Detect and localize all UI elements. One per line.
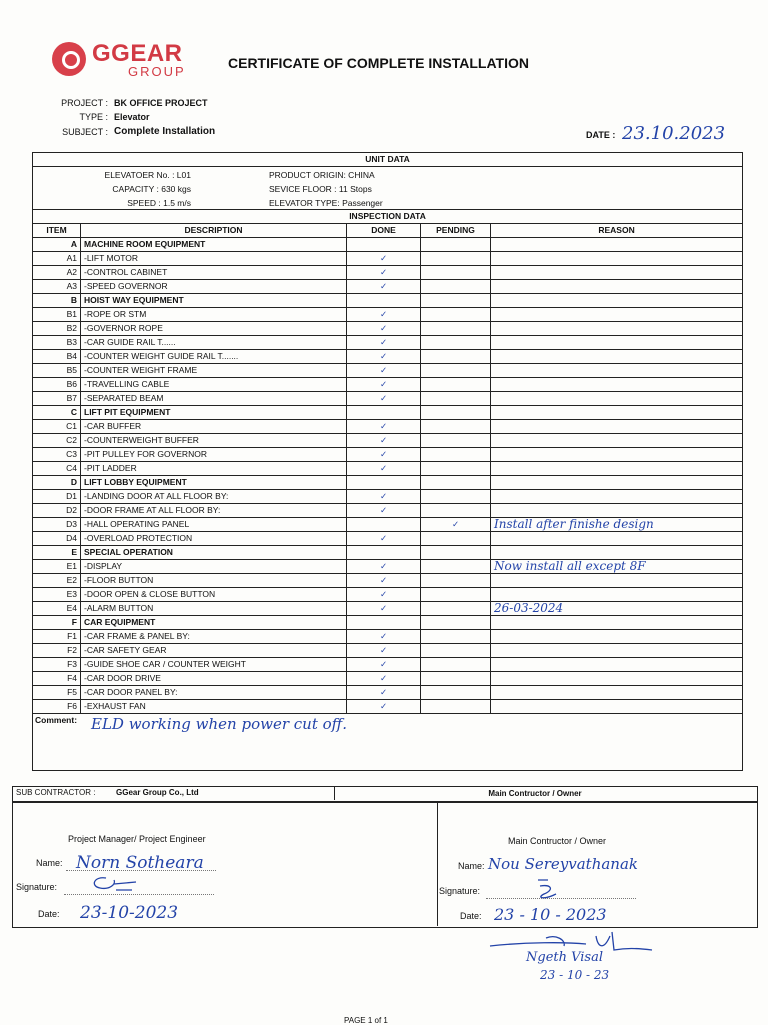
done-check: ✓ (347, 462, 421, 476)
item-code: B6 (33, 378, 81, 392)
item-code: E4 (33, 602, 81, 616)
pending-check (421, 434, 491, 448)
right-name-label: Name: (458, 861, 485, 871)
page-footer: PAGE 1 of 1 (344, 1016, 388, 1025)
item-description: -HALL OPERATING PANEL (81, 518, 347, 532)
type-label: TYPE : (79, 112, 108, 122)
reason-text (491, 336, 743, 350)
table-row (33, 700, 743, 714)
table-row (33, 350, 743, 364)
pending-check (421, 658, 491, 672)
right-signature-label: Signature: (439, 886, 481, 896)
reason-text (491, 574, 743, 588)
item-description: -COUNTER WEIGHT FRAME (81, 364, 347, 378)
item-code: B7 (33, 392, 81, 406)
reason-text (491, 364, 743, 378)
item-code: A2 (33, 266, 81, 280)
item-description: -COUNTER WEIGHT GUIDE RAIL T....... (81, 350, 347, 364)
item-description: -OVERLOAD PROTECTION (81, 532, 347, 546)
item-code: C3 (33, 448, 81, 462)
item-code: F6 (33, 700, 81, 714)
item-description: -CAR SAFETY GEAR (81, 644, 347, 658)
done-check: ✓ (347, 574, 421, 588)
empty-cell (347, 406, 421, 420)
empty-cell (491, 476, 743, 490)
pending-check (421, 378, 491, 392)
item-code: F1 (33, 630, 81, 644)
item-code: F4 (33, 672, 81, 686)
date-value: 23.10.2023 (622, 123, 726, 144)
item-description: -TRAVELLING CABLE (81, 378, 347, 392)
comment-text: ELD working when power cut off. (91, 715, 348, 733)
section-name: LIFT PIT EQUIPMENT (81, 406, 347, 420)
subject-label: SUBJECT : (62, 127, 108, 137)
item-description: -PIT LADDER (81, 462, 347, 476)
service-floor: SEVICE FLOOR : 11 Stops (269, 184, 372, 194)
item-code: A1 (33, 252, 81, 266)
item-description: -ALARM BUTTON (81, 602, 347, 616)
item-description: -GUIDE SHOE CAR / COUNTER WEIGHT (81, 658, 347, 672)
reason-text (491, 462, 743, 476)
pending-check (421, 588, 491, 602)
extra-sign-name: Ngeth Visal (526, 950, 604, 965)
right-signature-line (486, 898, 636, 899)
done-check: ✓ (347, 364, 421, 378)
pending-check (421, 420, 491, 434)
reason-text: Install after finishe design (491, 518, 743, 532)
pending-check (421, 266, 491, 280)
table-row (33, 280, 743, 294)
empty-cell (491, 616, 743, 630)
table-row (33, 532, 743, 546)
done-check: ✓ (347, 644, 421, 658)
right-date: 23 - 10 - 2023 (494, 905, 607, 924)
reason-text (491, 420, 743, 434)
capacity: CAPACITY : 630 kgs (112, 184, 191, 194)
left-name-line (66, 870, 216, 871)
sub-contractor-label: SUB CONTRACTOR : (16, 788, 96, 797)
table-row (33, 602, 743, 616)
pending-check (421, 700, 491, 714)
left-signature-line (64, 894, 214, 895)
right-date-label: Date: (460, 911, 482, 921)
done-check: ✓ (347, 700, 421, 714)
sub-contractor-value: GGear Group Co., Ltd (116, 788, 199, 797)
section-code: F (33, 616, 81, 630)
reason-text (491, 700, 743, 714)
section-name: SPECIAL OPERATION (81, 546, 347, 560)
pending-check (421, 602, 491, 616)
reason-text (491, 588, 743, 602)
right-role: Main Contructor / Owner (508, 836, 607, 846)
item-description: -ROPE OR STM (81, 308, 347, 322)
item-description: -CONTROL CABINET (81, 266, 347, 280)
table-row (33, 462, 743, 476)
elevator-type: ELEVATOR TYPE: Passenger (269, 198, 383, 208)
logo-sub: GROUP (128, 64, 186, 79)
item-description: -FLOOR BUTTON (81, 574, 347, 588)
pending-check (421, 630, 491, 644)
done-check: ✓ (347, 448, 421, 462)
done-check: ✓ (347, 504, 421, 518)
done-check: ✓ (347, 420, 421, 434)
table-row (33, 588, 743, 602)
empty-cell (421, 294, 491, 308)
empty-cell (347, 238, 421, 252)
done-check: ✓ (347, 392, 421, 406)
pending-check (421, 280, 491, 294)
item-description: -GOVERNOR ROPE (81, 322, 347, 336)
product-origin: PRODUCT ORIGIN: CHINA (269, 170, 375, 180)
section-row (33, 238, 743, 252)
done-check: ✓ (347, 434, 421, 448)
pending-check (421, 686, 491, 700)
table-row (33, 504, 743, 518)
section-code: A (33, 238, 81, 252)
table-row (33, 392, 743, 406)
section-row (33, 406, 743, 420)
table-row (33, 434, 743, 448)
done-check: ✓ (347, 378, 421, 392)
pending-check (421, 252, 491, 266)
logo-icon (52, 42, 86, 76)
reason-text (491, 392, 743, 406)
reason-text (491, 280, 743, 294)
pending-check (421, 448, 491, 462)
item-description: -CAR BUFFER (81, 420, 347, 434)
reason-text (491, 378, 743, 392)
item-code: C2 (33, 434, 81, 448)
empty-cell (347, 476, 421, 490)
table-row (33, 574, 743, 588)
type-value: Elevator (114, 112, 150, 122)
empty-cell (421, 406, 491, 420)
table-row (33, 266, 743, 280)
item-code: F5 (33, 686, 81, 700)
divider (334, 786, 335, 800)
done-check: ✓ (347, 308, 421, 322)
pending-check (421, 504, 491, 518)
item-code: B4 (33, 350, 81, 364)
reason-text (491, 322, 743, 336)
section-code: D (33, 476, 81, 490)
pending-check (421, 560, 491, 574)
done-check: ✓ (347, 252, 421, 266)
col-done: DONE (347, 224, 421, 238)
subject-value: Complete Installation (114, 126, 216, 137)
table-row (33, 322, 743, 336)
pending-check (421, 308, 491, 322)
table-row (33, 448, 743, 462)
col-pending: PENDING (421, 224, 491, 238)
page-title: CERTIFICATE OF COMPLETE INSTALLATION (228, 55, 529, 71)
item-description: -SEPARATED BEAM (81, 392, 347, 406)
right-name: Nou Sereyvathanak (488, 855, 638, 873)
item-code: F3 (33, 658, 81, 672)
reason-text (491, 644, 743, 658)
reason-text (491, 308, 743, 322)
project-value: BK OFFICE PROJECT (114, 98, 208, 108)
done-check: ✓ (347, 350, 421, 364)
pending-check (421, 350, 491, 364)
reason-text: Now install all except 8F (491, 560, 743, 574)
item-description: -SPEED GOVERNOR (81, 280, 347, 294)
done-check: ✓ (347, 658, 421, 672)
section-row (33, 476, 743, 490)
reason-text (491, 686, 743, 700)
reason-text (491, 434, 743, 448)
item-description: -CAR GUIDE RAIL T...... (81, 336, 347, 350)
done-check (347, 518, 421, 532)
pending-check (421, 644, 491, 658)
done-check: ✓ (347, 266, 421, 280)
item-code: B3 (33, 336, 81, 350)
empty-cell (347, 616, 421, 630)
item-code: D3 (33, 518, 81, 532)
item-code: E1 (33, 560, 81, 574)
done-check: ✓ (347, 280, 421, 294)
table-row (33, 672, 743, 686)
table-row (33, 378, 743, 392)
table-row (33, 336, 743, 350)
section-code: E (33, 546, 81, 560)
done-check: ✓ (347, 336, 421, 350)
item-description: -COUNTERWEIGHT BUFFER (81, 434, 347, 448)
table-row (33, 518, 743, 532)
reason-text (491, 350, 743, 364)
left-role: Project Manager/ Project Engineer (68, 834, 206, 844)
empty-cell (491, 238, 743, 252)
item-code: F2 (33, 644, 81, 658)
reason-text (491, 630, 743, 644)
item-description: -EXHAUST FAN (81, 700, 347, 714)
item-description: -DOOR FRAME AT ALL FLOOR BY: (81, 504, 347, 518)
pending-check (421, 392, 491, 406)
pending-check (421, 672, 491, 686)
reason-text (491, 658, 743, 672)
date-label: DATE : (586, 130, 616, 140)
pending-check (421, 322, 491, 336)
empty-cell (491, 406, 743, 420)
done-check: ✓ (347, 630, 421, 644)
col-item: ITEM (33, 224, 81, 238)
done-check: ✓ (347, 490, 421, 504)
item-description: -PIT PULLEY FOR GOVERNOR (81, 448, 347, 462)
item-code: A3 (33, 280, 81, 294)
table-row (33, 560, 743, 574)
done-check: ✓ (347, 672, 421, 686)
left-name-label: Name: (36, 858, 63, 868)
empty-cell (347, 546, 421, 560)
comment-box (33, 714, 743, 771)
item-description: -LIFT MOTOR (81, 252, 347, 266)
empty-cell (421, 616, 491, 630)
speed: SPEED : 1.5 m/s (127, 198, 191, 208)
pending-check (421, 462, 491, 476)
reason-text (491, 490, 743, 504)
item-code: B2 (33, 322, 81, 336)
reason-text (491, 252, 743, 266)
done-check: ✓ (347, 602, 421, 616)
logo-name: GGEAR (92, 40, 183, 67)
empty-cell (421, 546, 491, 560)
signature-divider (437, 802, 438, 926)
section-code: B (33, 294, 81, 308)
left-signature-label: Signature: (16, 882, 58, 892)
empty-cell (491, 294, 743, 308)
item-code: B5 (33, 364, 81, 378)
item-code: C4 (33, 462, 81, 476)
col-description: DESCRIPTION (81, 224, 347, 238)
table-row (33, 686, 743, 700)
table-row (33, 420, 743, 434)
item-code: D4 (33, 532, 81, 546)
table-row (33, 658, 743, 672)
table-row (33, 490, 743, 504)
section-row (33, 616, 743, 630)
left-name: Norn Sotheara (76, 853, 204, 873)
table-row (33, 644, 743, 658)
project-label: PROJECT : (61, 98, 108, 108)
item-description: -CAR DOOR DRIVE (81, 672, 347, 686)
section-name: HOIST WAY EQUIPMENT (81, 294, 347, 308)
done-check: ✓ (347, 322, 421, 336)
pending-check (421, 574, 491, 588)
item-code: B1 (33, 308, 81, 322)
left-signature (86, 872, 146, 896)
left-date-label: Date: (38, 909, 60, 919)
reason-text (491, 504, 743, 518)
left-date: 23-10-2023 (80, 903, 179, 923)
reason-text (491, 532, 743, 546)
section-name: MACHINE ROOM EQUIPMENT (81, 238, 347, 252)
empty-cell (491, 546, 743, 560)
item-code: E2 (33, 574, 81, 588)
empty-cell (347, 294, 421, 308)
done-check: ✓ (347, 532, 421, 546)
reason-text (491, 672, 743, 686)
item-code: C1 (33, 420, 81, 434)
reason-text: 26-03-2024 (491, 602, 743, 616)
done-check: ✓ (347, 588, 421, 602)
section-code: C (33, 406, 81, 420)
section-name: LIFT LOBBY EQUIPMENT (81, 476, 347, 490)
item-code: D2 (33, 504, 81, 518)
section-row (33, 546, 743, 560)
inspection-table (32, 152, 743, 771)
pending-check (421, 490, 491, 504)
reason-text (491, 448, 743, 462)
done-check: ✓ (347, 686, 421, 700)
elevator-no: ELEVATOER No. : L01 (104, 170, 191, 180)
table-row (33, 252, 743, 266)
empty-cell (421, 476, 491, 490)
unit-data-header: UNIT DATA (33, 153, 743, 167)
item-description: -DISPLAY (81, 560, 347, 574)
section-name: CAR EQUIPMENT (81, 616, 347, 630)
inspection-data-header: INSPECTION DATA (33, 210, 743, 224)
section-row (33, 294, 743, 308)
item-code: E3 (33, 588, 81, 602)
item-code: D1 (33, 490, 81, 504)
pending-check (421, 336, 491, 350)
empty-cell (421, 238, 491, 252)
item-description: -CAR FRAME & PANEL BY: (81, 630, 347, 644)
table-row (33, 364, 743, 378)
item-description: -DOOR OPEN & CLOSE BUTTON (81, 588, 347, 602)
comment-label: Comment: (35, 715, 78, 725)
table-row (33, 630, 743, 644)
item-description: -CAR DOOR PANEL BY: (81, 686, 347, 700)
extra-sign-date: 23 - 10 - 23 (540, 968, 610, 982)
main-contractor-label: Main Contructor / Owner (488, 789, 582, 798)
table-row (33, 308, 743, 322)
unit-data-block (33, 167, 743, 210)
pending-check (421, 532, 491, 546)
col-reason: REASON (491, 224, 743, 238)
item-description: -LANDING DOOR AT ALL FLOOR BY: (81, 490, 347, 504)
done-check: ✓ (347, 560, 421, 574)
pending-check (421, 364, 491, 378)
pending-check: ✓ (421, 518, 491, 532)
reason-text (491, 266, 743, 280)
